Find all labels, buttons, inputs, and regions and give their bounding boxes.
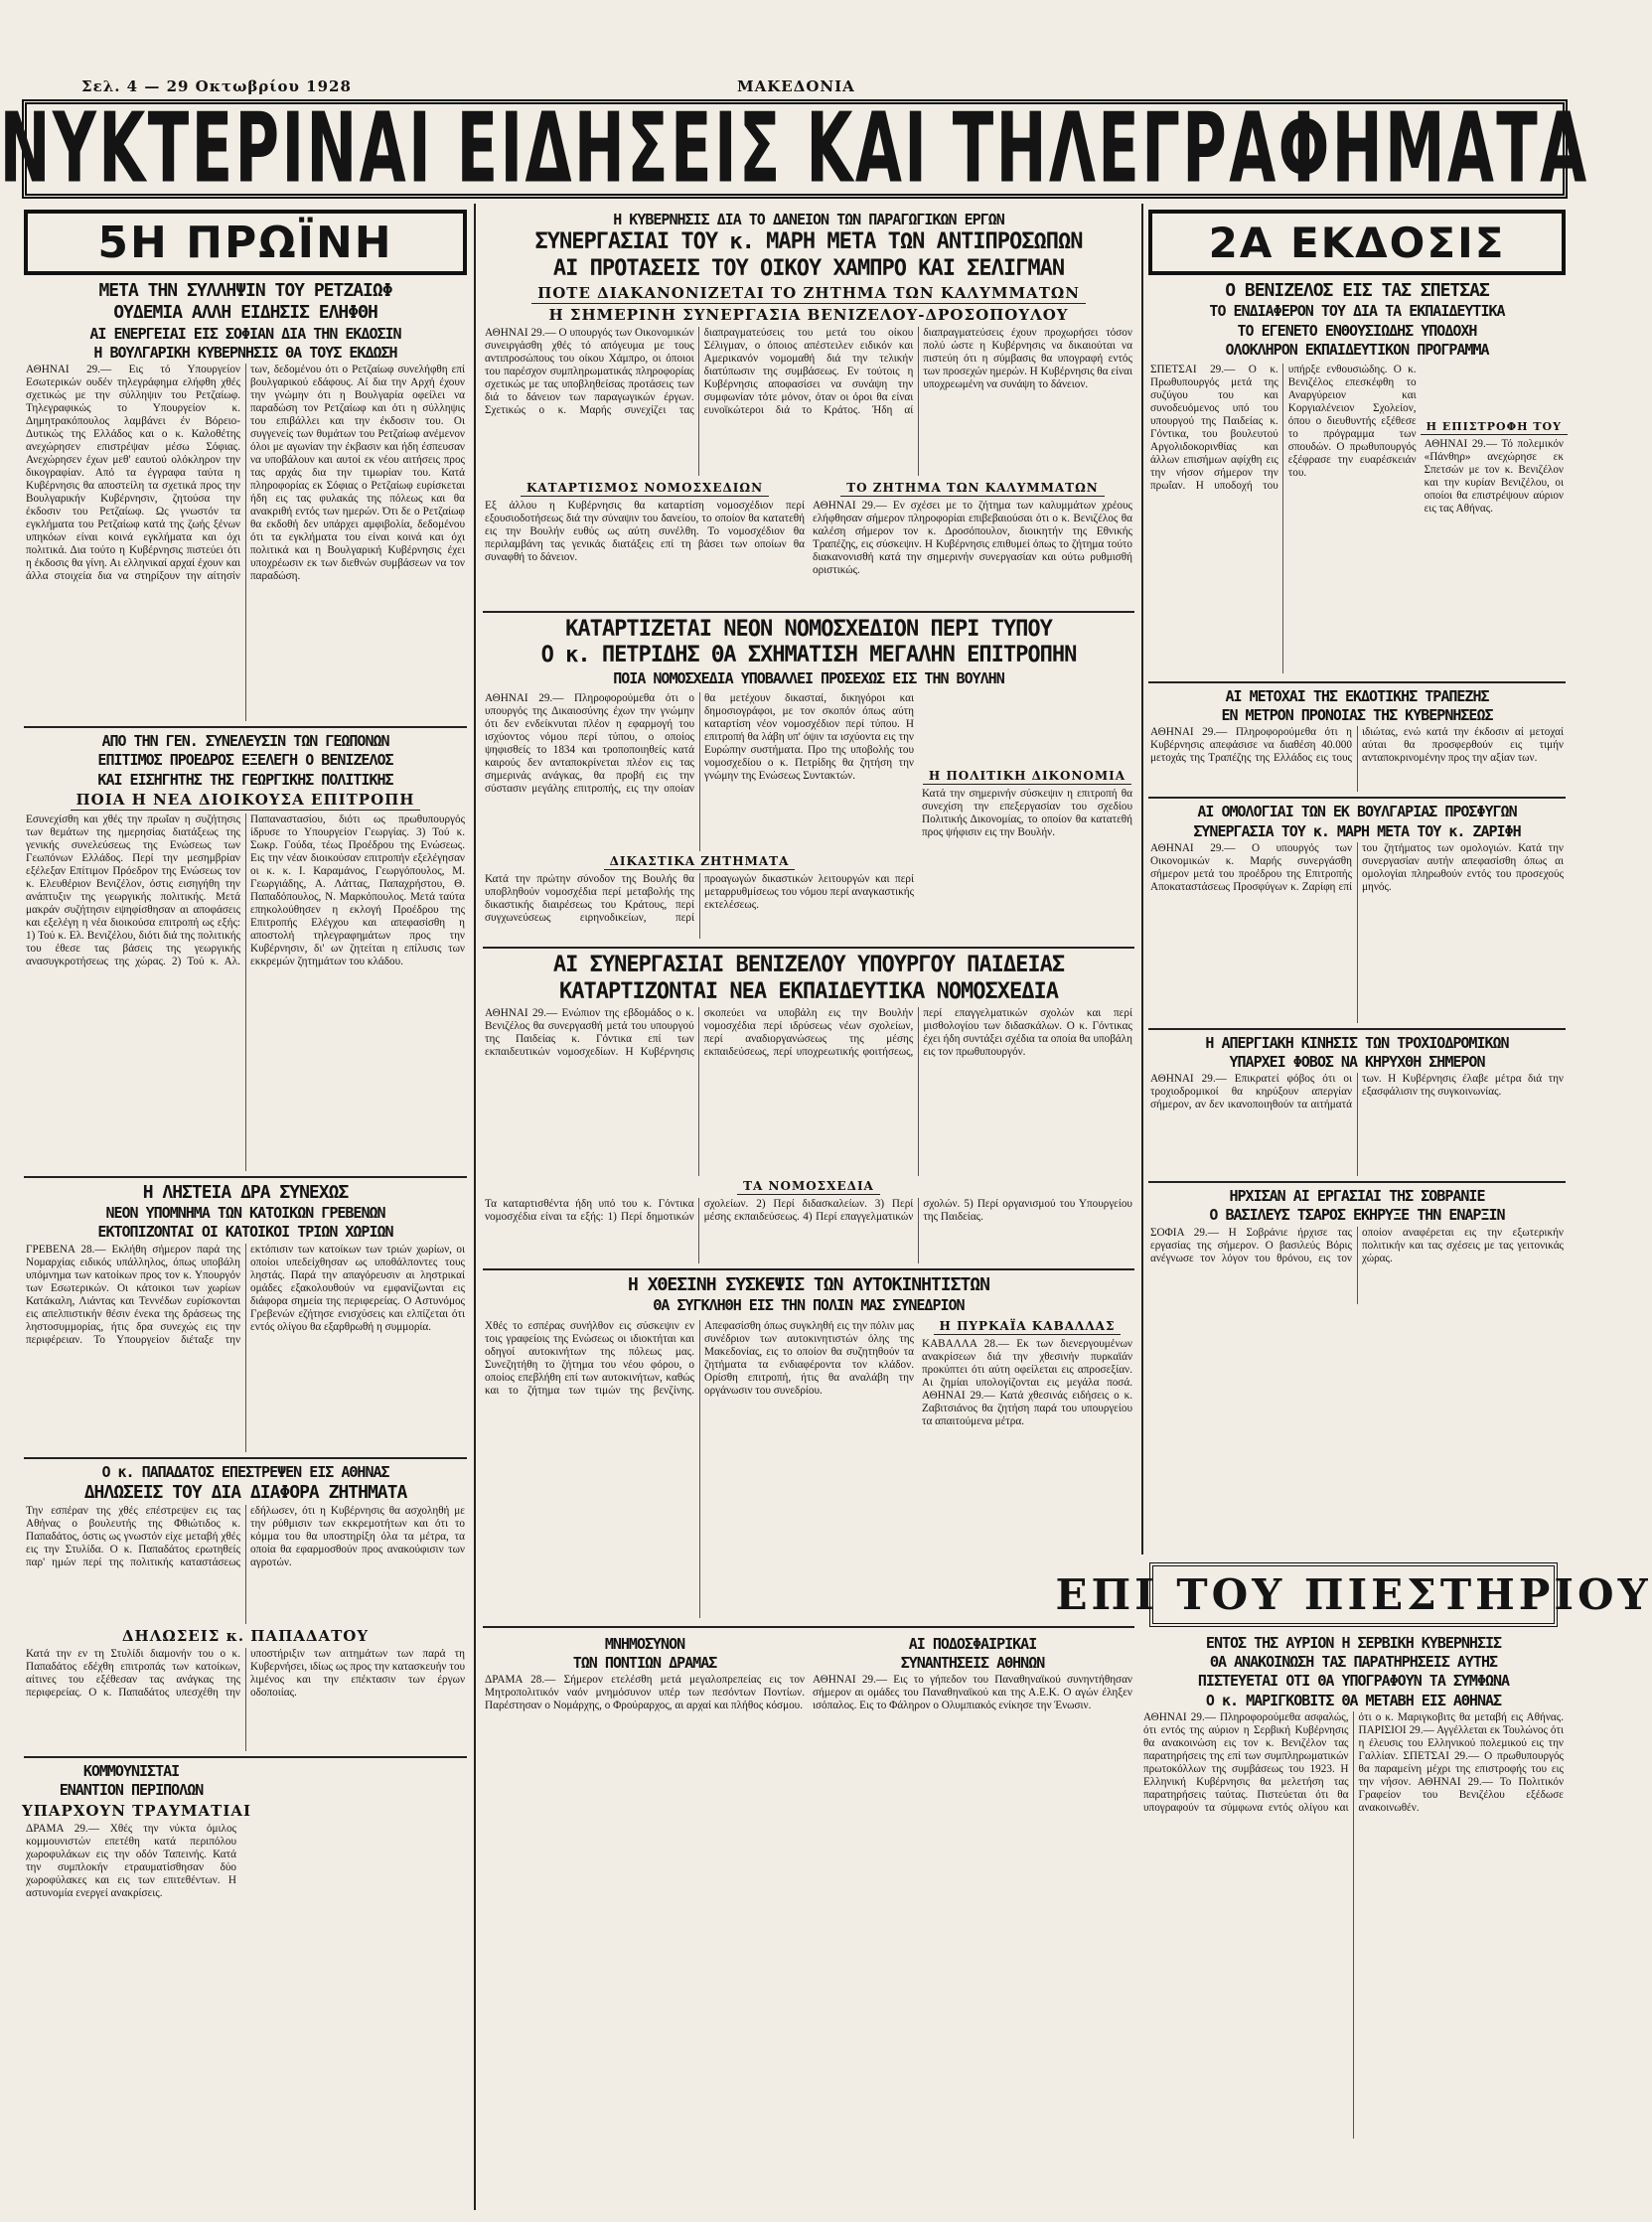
article-subheadline [22,791,469,811]
article-headline: ΑΙ ΠΡΟΤΑΣΕΙΣ ΤΟΥ ΟΙΚΟΥ ΧΑΜΠΡΟ ΚΑΙ ΣΕΛΙΓΜΑΝ [552,255,1065,281]
article-body: ΔΡΑΜΑ 28.— Σήμερον ετελέσθη μετά μεγαλοπρεπείας εις τον Μητροπολιτικόν ναόν μνημόσυνον υπέρ των πεσόντων Ποντίων. Παρέστησαν ο Νομάρχης, ο Φρούραρχος, αι αρχαί και πλήθος κόσμου. [485,1673,805,1711]
article-headline: ΑΙ ΣΥΝΕΡΓΑΣΙΑΙ ΒΕΝΙΖΕΛΟΥ ΥΠΟΥΡΓΟΥ ΠΑΙΔΕΙΑΣ [552,953,1065,978]
divider [483,947,1134,949]
article-autokinitistai [481,1275,1136,1621]
article-subheadline [918,769,1136,785]
edition-box [1148,210,1566,275]
article-body: Κατά την σημερινήν σύσκεψιν η επιτροπή θα συνεχίση την επεξεργασίαν του σχεδίου Πολιτικής Δικονομίας, το οποίον θα κατατεθή προς ψήφισιν εις την Βουλήν. [922,788,1132,839]
article-headline: ΚΑΙ ΕΙΣΗΓΗΤΗΣ ΤΗΣ ΓΕΩΡΓΙΚΗΣ ΠΟΛΙΤΙΚΗΣ [97,770,393,789]
stop-press-banner [1055,1562,1652,1627]
article-headline: ΤΟ ΕΓΕΝΕΤΟ ΕΝΘΟΥΣΙΩΔΗΣ ΥΠΟΔΟΧΗ [1237,321,1477,340]
article-headline: ΝΕΟΝ ΥΠΟΜΝΗΜΑ ΤΩΝ ΚΑΤΟΙΚΩΝ ΓΡΕΒΕΝΩΝ [105,1204,385,1223]
article-subheadline-text: Η ΕΠΙΣΤΡΟΦΗ ΤΟΥ [1421,420,1568,435]
article-subheadline [481,481,809,497]
divider [24,1457,467,1459]
article-subheadline: ΠΟΙΑ ΝΟΜΟΣΧΕΔΙΑ ΥΠΟΒΑΛΛΕΙ ΠΡΟΣΕΧΩΣ ΕΙΣ ΤΗΝ ΒΟΥΛΗΝ [613,669,1004,688]
article-headline: ΔΗΛΩΣΕΙΣ ΤΟΥ ΔΙΑ ΔΙΑΦΟΡΑ ΖΗΤΗΜΑΤΑ [83,1481,407,1503]
article-section [1421,361,1568,676]
divider [1148,1028,1566,1030]
article-subheadline: ΘΑ ΣΥΓΚΛΗΘΗ ΕΙΣ ΤΗΝ ΠΟΛΙΝ ΜΑΣ ΣΥΝΕΔΡΙΟΝ [653,1296,965,1315]
divider [1148,681,1566,683]
article-kicker: Η ΚΥΒΕΡΝΗΣΙΣ ΔΙΑ ΤΟ ΔΑΝΕΙΟΝ ΤΩΝ ΠΑΡΑΓΩΓΙΚΩΝ ΕΡΓΩΝ [613,211,1004,228]
article-body: Εσυνεχίσθη και χθές την πρωΐαν η συζήτησις των θεμάτων της ημερησίας διατάξεως της γενικής συνελεύσεως της Ενώσεως των Γεωπόνων Ελλάδος. Περί την μεσημβρίαν εξέλεξαν Επίτιμον Πρόεδρον της Ενώσεως τον κ. Ελευθέριον Βενιζέλον, όστις εισηγήθη την ανάπτυξιν της γεωργικής πολιτικής. Μετά μακράν συζήτησιν εψηφίσθησαν αι αποφάσεις και εξελέγη η νέα διοικούσα επιτροπή ως εξής: 1) Τού κ. Ελ. Βενιζέλου, διότι διά της πολιτικής του έθεσε τας βάσεις της γεωργικής ανασυγκροτήσεως της χώρας. 2) Τού κ. Αλ. Παπαναστασίου, διότι ως πρωθυπουργός ίδρυσε το Υπουργείον Γεωργίας. 3) Τού κ. Σωκρ. Γούδα, τέως Προέδρου της Ενώσεως. Εις την νέαν διοικούσαν επιτροπήν εξελέγησαν οι κ. κ. Ι. Καραμάνος, Γεωργόπουλος, Μ. Γεωργιάδης, Α. Λάττας, Παπαχρήστου, Θ. Παπαδόπουλος, Ν. Μαρκόπουλος. Μετά ταύτα επηκολούθησεν η εκλογή Προέδρου της Επιτροπής Ελέγχου και απεφασίσθη η αποστολή τηλεγραφημάτων προς την Κυβέρνησιν, δι' ων ζητείται η επίλυσις των εκκρεμών ζητημάτων του κλάδου. [26,813,465,967]
article-subheadline-text: Η ΠΥΡΚΑΪΑ ΚΑΒΑΛΛΑΣ [934,1319,1122,1335]
column-left [22,204,469,2220]
article-headline: Η ΛΗΣΤΕΙΑ ΔΡΑ ΣΥΝΕΧΩΣ [142,1181,349,1203]
article-body: ΚΑΒΑΛΛΑ 28.— Εκ των διενεργουμένων ανακρίσεων διά την χθεσινήν πυρκαϊάν προκύπτει ότι αύτη οφείλεται εις απροσεξίαν. Αι ζημίαι υπολογίζονται εις μεγάλα ποσά. ΑΘΗΝΑΙ 29.— Κατά χθεσινάς ειδήσεις ο κ. Ζαβιτσιάνος θα ζητήση παρά του υπουργείου τα απαιτούμενα μέτρα. [922,1337,1132,1427]
article-mnimosynon [481,1633,809,1895]
article-headline: ΜΕΤΑ ΤΗΝ ΣΥΛΛΗΨΙΝ ΤΟΥ ΡΕΤΖΑΙΩΦ [98,280,392,301]
article-headline: ΑΙ ΟΜΟΛΟΓΙΑΙ ΤΩΝ ΕΚ ΒΟΥΛΓΑΡΙΑΣ ΠΡΟΣΦΥΓΩΝ [1197,803,1517,821]
divider [24,1176,467,1178]
column-center [481,204,1136,2220]
running-header-date: Σελ. 4 — 29 Οκτωβρίου 1928 [81,77,352,95]
article-subheadline-text: ΠΟΤΕ ΔΙΑΚΑΝΟΝΙΖΕΤΑΙ ΤΟ ΖΗΤΗΜΑ ΤΩΝ ΚΑΛΥΜΜΑΤΩΝ [531,284,1086,304]
article-omologiai [1146,804,1568,1022]
running-header-paper: ΜΑΚΕΔΟΝΙΑ [737,77,855,95]
article-headline: ΣΥΝΕΡΓΑΣΙΑΙ ΤΟΥ κ. ΜΑΡΗ ΜΕΤΑ ΤΩΝ ΑΝΤΙΠΡΟΣΩΠΩΝ [534,229,1083,255]
article-body: ΑΘΗΝΑΙ 29.— Πληροφορούμεθα ασφαλώς, ότι εντός της αύριον η Σερβική Κυβέρνησις θα ανακοινώση εις τον κ. Βενιζέλον τας παρατηρήσεις της επί των συμπληρωματικών πρωτοκόλλων της συμβάσεως του 1923. Η Ελληνική Κυβέρνησις θα μελετήση τας παρατηρήσεις ταύτας. Πιστεύεται ότι θα υπογραφούν τα σύμφωνα εντός ολίγου και ότι ο κ. Μαριγκοβιτς θα μεταβή εις Αθήνας. ΠΑΡΙΣΙΟΙ 29.— Αγγέλλεται εκ Τουλώνος ότι η έλευσις του Ελληνικού πολεμικού εις την Γαλλίαν. ΣΠΕΤΣΑΙ 29.— Ο πρωθυπουργός θα παραμείνη μέχρι της επιστροφής του εις την νήσον. ΑΘΗΝΑΙ 29.— Το Πολιτικόν Γραφείον του Βενιζέλου εξέδωσε ανακοινωθέν. [1143,1710,1564,1814]
article-headline: ΑΙ ΜΕΤΟΧΑΙ ΤΗΣ ΕΚΔΟΤΙΚΗΣ ΤΡΑΠΕΖΗΣ [1225,687,1489,705]
article-sections [481,689,1136,942]
article-body: Χθές το εσπέρας συνήλθον εις σύσκεψιν εν τοις γραφείοις της Ενώσεως οι ιδιοκτήται και οδηγοί αυτοκινήτων της πόλεως μας. Συνεζητήθη το ζήτημα του νέου φόρου, ο οποίος επεβλήθη επί των αυτοκινήτων, καθώς και το ζήτημα των τιμών της βενζίνης. Απεφασίσθη όπως συγκληθή εις την πόλιν μας συνέδριον των αυτοκινητιστών όλης της Μακεδονίας, εις το οποίον θα συζητηθούν τα ζητήματα τα ενδιαφέροντα τον κλάδον. Ορίσθη επιτροπή, ήτις θα αναλάβη την οργάνωσιν του συνεδρίου. [485,1319,914,1397]
article-headline: Η ΑΠΕΡΓΙΑΚΗ ΚΙΝΗΣΙΣ ΤΩΝ ΤΡΟΧΙΟΔΡΟΜΙΚΩΝ [1205,1033,1509,1052]
article-retzaiof [22,281,469,721]
article-body: ΔΡΑΜΑ 29.— Χθές την νύκτα όμιλος κομμουνιστών επετέθη κατά περιπόλου χωροφυλάκων εις την οδόν Ταπεινής. Κατά την συμπλοκήν ετραυματίσθησαν δύο χωροφύλακες και εις των επιτεθέντων. Η αστυνομία ενεργεί ανακρίσεις. [26,1822,236,1899]
article-typos [481,618,1136,943]
article-subheadline [481,1179,1136,1195]
article-subheadline: ΥΠΑΡΧΟΥΝ ΤΡΑΥΜΑΤΙΑΙ [22,1801,251,1820]
article-headline: ΑΙ ΠΟΔΟΣΦΑΙΡΙΚΑΙ [908,1634,1037,1653]
article-body: Κατά την πρώτην σύνοδον της Βουλής θα υποβληθούν νομοσχέδια περί μεταβολής της δικαστικής διαιρέσεως του Κράτους, περί συγχωνεύσεως ειρηνοδικείων, περί προαγωγών δικαστικών λειτουργών και περί μεταρρυθμίσεως του νόμου περί αναγκαστικής εκτελέσεως. [485,873,914,925]
article-geoponoi [22,733,469,1171]
article-section [481,479,809,606]
column-rule [474,204,476,2210]
article-body: ΑΘΗΝΑΙ 29.— Πληροφορούμεθα ότι η Κυβέρνησις απεφάσισε να διαθέση 40.000 μετοχάς της Τραπέζης της Ελλάδος εις τους ιδιώτας, ενώ κατά την έκδοσιν αί μετοχαί αύται θα προσφερθούν εις τιμήν ανταποκρινομένην προς την αξίαν των. [1150,726,1564,765]
stop-press-banner-text: ΕΠΙ ΤΟΥ ΠΙΕΣΤΗΡΙΟΥ [1055,1570,1652,1619]
article-paideia [481,954,1136,1263]
article-subheadline [918,1319,1136,1335]
divider [483,611,1134,613]
article-subheadline-text: ΤΟ ΖΗΤΗΜΑ ΤΩΝ ΚΑΛΥΜΜΑΤΩΝ [840,481,1105,497]
article-body: ΣΠΕΤΣΑΙ 29.— Ο κ. Πρωθυπουργός μετά της συζύγου του και συνοδευόμενος υπό του υπουργού της Παιδείας κ. Γόντικα, του βουλευτού Αργολιδοκορινθίας και άλλων επισήμων αφίχθη εις την νήσον σήμερον την πρωΐαν. Η υποδοχή του υπήρξε ενθουσιώδης. Ο κ. Βενιζέλος επεσκέφθη το Αναργύρειον και Κοργιαλένειον Σχολείον, όπου ο διευθυντής εξέθεσε το πρόγραμμα των σπουδών. Ο πρωθυπουργός εξέφρασε την ευαρέσκειάν του. [1150,364,1417,492]
article-subheadline-text: ΤΑ ΝΟΜΟΣΧΕΔΙΑ [737,1179,880,1195]
article-subheadline-text: ΠΟΙΑ Η ΝΕΑ ΔΙΟΙΚΟΥΣΑ ΕΠΙΤΡΟΠΗ [71,791,421,811]
article-podosfairikai [809,1633,1136,1895]
article-body: ΑΘΗΝΑΙ 29.— Τό πολεμικόν «Πάνθηρ» ανεχώρησε εκ Σπετσών με τον κ. Βενιζέλον και την κυρίαν Βενιζέλου, οι οποίοι θα επιστρέψουν αύριον εις τας Αθήνας. [1424,438,1564,515]
article-body: ΑΘΗΝΑΙ 29.— Ο υπουργός των Οικονομικών κ. Μαρής συνεργάσθη σήμερον μετά του προέδρου της Επιτροπής Αποκαταστάσεως Προσφύγων κ. Ζαρίφη επί του ζητήματος των ομολογιών. Κατά την συνεργασίαν αυτήν απεφασίσθη όπως αι ομολογίαι πληρωθούν εντός του προσεχούς μηνός. [1150,841,1564,893]
article-headline: ΟΥΔΕΜΙΑ ΑΛΛΗ ΕΙΔΗΣΙΣ ΕΛΗΦΘΗ [113,302,377,324]
divider [1148,797,1566,799]
article-headline: ΥΠΑΡΧΕΙ ΦΟΒΟΣ ΝΑ ΚΗΡΥΧΘΗ ΣΗΜΕΡΟΝ [1229,1052,1485,1071]
article-subheadline: ΔΗΛΩΣΕΙΣ κ. ΠΑΠΑΔΑΤΟΥ [121,1627,370,1646]
article-subheadline [809,481,1136,497]
article-subheadline-text: Η ΠΟΛΙΤΙΚΗ ΔΙΚΟΝΟΜΙΑ [923,769,1131,785]
edition-label: 2Α ΕΚΔΟΣΙΣ [1208,218,1506,267]
article-body: ΑΘΗΝΑΙ 29.— Ο υπουργός των Οικονομικών συνειργάσθη χθές τό απόγευμα με τους αντιπροσώπους του οίκου Χάμπρο, οι όποιοι του παρέσχον συμπληρωματικάς πληροφορίας σχετικώς με τας υποβληθείσας προτάσεις των διά το δάνειον των παραγωγικών έργων. Σχετικώς ο κ. Μαρής συνεχίζει τας διαπραγματεύσεις του μετά του οίκου Σέλιγμαν, ο όποιος απέστειλεν ειδικόν και Αμερικανόν νομομαθή διά την τελικήν διατύπωσιν της συμβάσεως. Εν τούτοις η Κυβέρνησις αποφασίσει να συνάψη την συμφωνίαν τότε μόνον, όταν οι όροι θα είναι ευνοϊκώτεροι διά το Κράτος. Ήδη αί διαπραγματεύσεις έχουν προχωρήσει τόσον πολύ ώστε η Κυβέρνησις να δικαιούται να πιστεύη ότι η σύμβασις θα υπογραφή εντός των προσεχών ημερών. Η Κυβέρνησις θα είναι υποχρεωμένη να συνάψη το δάνειον. [485,326,1132,416]
article-section [1146,361,1421,676]
article-headline: ΤΟ ΕΝΔΙΑΦΕΡΟΝ ΤΟΥ ΔΙΑ ΤΑ ΕΚΠΑΙΔΕΥΤΙΚΑ [1209,302,1505,321]
article-headline: ΕΝ ΜΕΤΡΟΝ ΠΡΟΝΟΙΑΣ ΤΗΣ ΚΥΒΕΡΝΗΣΕΩΣ [1221,706,1493,725]
article-headline: Ο ΒΕΝΙΖΕΛΟΣ ΕΙΣ ΤΑΣ ΣΠΕΤΣΑΣ [1225,280,1489,301]
article-body: Κατά την εν τη Στυλίδι διαμονήν του ο κ. Παπαδάτος εδέχθη επιτροπάς των κατοίκων, αίτινες του εξέθεσαν τας ανάγκας της περιφερείας. Ο κ. Παπαδάτος υπεσχέθη την υποστήριξιν των αιτημάτων των παρά τη Κυβερνήσει, ιδίως ως προς την κατασκευήν του λιμένος και την επέκτασιν των έργων οδοποιίας. [26,1648,465,1700]
article-body: Εξ άλλου η Κυβέρνησις θα καταρτίση νομοσχέδιον περί εξουσιοδοτήσεως διά την σύναψιν του δανείου, το οποίον θα κατατεθή εις την Βουλήν ευθύς ως αύτη συνέλθη. Το νομοσχέδιον θα περιλαμβάνη τας γενικάς διατάξεις επί τη βάσει των οποίων θα συναφθή το δάνειον. [485,499,805,563]
divider [1148,1181,1566,1183]
article-headline: ΕΝΑΝΤΙΟΝ ΠΕΡΙΠΟΛΩΝ [59,1781,204,1800]
article-body: ΑΘΗΝΑΙ 29.— Πληροφορούμεθα ότι ο υπουργός της Δικαιοσύνης έχων την γνώμην ότι δεν ενδείκνυται πλέον η εφαρμογή του ισχύοντος νόμου περί τύπου, ο οποίος ψηφισθείς το 1834 και τροποποιηθείς κατά καιρούς δεν ανταποκρίνεται πλέον εις τας σημερινάς ανάγκας, θα προβή εις την σύστασιν μεγάλης επιτροπής, εις την οποίαν θα μετέχουν δικασταί, δικηγόροι και δημοσιογράφοι, με τον σκοπόν όπως αύτη καταρτίση νέον νομοσχέδιον περί τύπου. Η επιτροπή θα λάβη υπ' όψιν τα ισχύοντα εις την Ευρώπην συστήματα. Προ της υποβολής του νομοσχεδίου ο κ. Πετρίδης θα ζητήση την γνώμην της Ενώσεως Συντακτών. [485,692,914,796]
divider [24,1756,467,1758]
article-headline: ΣΥΝΕΡΓΑΣΙΑ ΤΟΥ κ. ΜΑΡΗ ΜΕΤΑ ΤΟΥ κ. ΖΑΡΙΦΗ [1193,821,1521,840]
article-body: ΑΘΗΝΑΙ 29.— Εν σχέσει με το ζήτημα των καλυμμάτων χρέους ελήφθησαν σήμερον πληροφορίαι επιβεβαιούσαι ότι ο κ. Βενιζέλος θα καλέση σήμερον τον κ. Δροσόπουλον, διοικητήν της Εθνικής Τραπέζης, εις σύσκεψιν. Η Κυβέρνησις επιθυμεί όπως το ζήτημα τούτο διακανονισθή κατά την σημερινήν συνεργασίαν και ούτω ρυθμισθή οριστικώς. [813,499,1132,576]
article-body: ΑΘΗΝΑΙ 29.— Επικρατεί φόβος ότι οι τροχιοδρομικοί θα κηρύξουν απεργίαν σήμερον, αν δεν ικανοποιηθούν τα αιτήματά των. Η Κυβέρνησις έλαβε μέτρα διά την εξασφάλισιν της συγκοινωνίας. [1150,1073,1564,1111]
masthead [0,92,1589,206]
article-spetses [1146,281,1568,676]
article-headline: ΚΟΜΜΟΥΝΙΣΤΑΙ [82,1762,180,1781]
article-headline: ΘΑ ΑΝΑΚΟΙΝΩΣΗ ΤΑΣ ΠΑΡΑΤΗΡΗΣΕΙΣ ΑΥΤΗΣ [1209,1653,1498,1672]
article-subheadline [481,854,918,870]
article-daneion [481,212,1136,606]
article-subheadline: Η ΒΟΥΛΓΑΡΙΚΗ ΚΥΒΕΡΝΗΣΙΣ ΘΑ ΤΟΥΣ ΕΚΔΩΣΗ [93,344,397,363]
article-subheadline: Η ΣΗΜΕΡΙΝΗ ΣΥΝΕΡΓΑΣΙΑ ΒΕΝΙΖΕΛΟΥ-ΔΡΟΣΟΠΟΥΛΟΥ [548,305,1069,324]
divider [483,1268,1134,1270]
article-headline: ΕΝΤΟΣ ΤΗΣ ΑΥΡΙΟΝ Η ΣΕΡΒΙΚΗ ΚΥΒΕΡΝΗΣΙΣ [1205,1634,1502,1652]
article-body: Την εσπέραν της χθές επέστρεψεν εις τας Αθήνας ο βουλευτής της Φθιώτιδος κ. Παπαδάτος, όστις ως γνωστόν είχε μεταβή χθές εις την Στυλίδα. Ο κ. Παπαδάτος ερωτηθείς παρ' ημών περί της πολιτικής καταστάσεως εδήλωσεν, ότι η Κυβέρνησις θα ασχοληθή με την ρύθμισιν των εκκρεμοτήτων και ότι το κόμμα του θα υποστηρίξη όλα τα μέτρα, τα οποία θα εφαρμοσθούν προς ανακούφισιν των αγροτών. [26,1505,465,1569]
article-headline: ΕΠΙΤΙΜΟΣ ΠΡΟΕΔΡΟΣ ΕΞΕΛΕΓΗ Ο ΒΕΝΙΖΕΛΟΣ [97,751,393,770]
article-subheadline-text: ΔΙΚΑΣΤΙΚΑ ΖΗΤΗΜΑΤΑ [604,854,796,870]
article-headline: ΣΥΝΑΝΤΗΣΕΙΣ ΑΘΗΝΩΝ [900,1653,1045,1672]
article-body: ΣΟΦΙΑ 29.— Η Σοβράνιε ήρχισε τας εργασίας της σήμερον. Ο βασιλεύς Βόρις ανέγνωσε τον λόγον του θρόνου, εις τον οποίον αναφέρεται εις την εξωτερικήν πολιτικήν και τας σχέσεις με τας γειτονικάς χώρας. [1150,1226,1564,1264]
article-section [481,1317,918,1621]
article-body: ΑΘΗΝΑΙ 29.— Εις τό Υπουργείον Εσωτερικών ουδέν τηλεγράφημα ελήφθη χθές σχετικώς με την σύλληψιν του Ρετζαίωφ. Τηλεγραφικώς το Υπουργείον κ. Δημητρακόπουλος λαμβάνει έν Βόρειο-Δυτικώς της Ελλάδος και ο κ. Καλοθέτης ανεχώρησεν επιστρέψαν μέσω Σόφιας. Ανεχώρησεν έχων μεθ' εαυτού ολόκληρον την δικογραφίαν. Από τα έγγραφα ταύτα η Κυβέρνησις θα αποστείλη τα σχετικά προς την Βουλγαρικήν Κυβέρνησιν, ζητούσα την έκδοσιν του Ρετζαίωφ. Ως γνωστόν τα εγκλήματα του Ρετζαίωφ κατά της ζωής ξένων υπηκόων είναι κοινά εγκλήματα και όχι πολιτικά. Δια τούτο η Κυβέρνησις πιστεύει ότι η έκδοσις θα γίνη. Αι ελληνικαί αρχαί έχουν και άλλα στοιχεία δια να στηρίξουν την αίτησίν των, δεδομένου ότι ο Ρετζαίωφ συνελήφθη επί βουλγαρικού εδάφους. Αί δια την Αρχή έχουν την γνώμην ότι η Βουλγαρία οφείλει να παραδώση τον Ρετζαίωφ και ότι η σύλληψις του επιβάλλει και την έκδοσιν του. Οι συγγενείς των θυμάτων του Ρετζαίωφ ανέμενον όλοι με αγωνίαν την έκβασιν και ήδη έσπευσαν να υποβάλουν και αυτοί εκ νέου αιτήσεις προς τας αρχάς δια την τιμωρίαν του. Κατά πληροφορίας εκ Σόφιας ο Ρετζαίωφ ευρίσκεται ήδη εις τας φυλακάς της πόλεως και θα ανακριθή εντός των ημερών. Ότι δε ο Ρετζαίωφ θα εκδοθή δεν υπάρχει αμφιβολία, δεδομένου ότι τα εγκλήματα του είναι κοινά και όχι πολιτικά και η Βουλγαρική Κυβέρνησις έχει υποχρέωσιν εκ των διεθνών συμβάσεων να τον παραδώση. [26,364,465,583]
article-body: ΓΡΕΒΕΝΑ 28.— Εκλήθη σήμερον παρά της Νομαρχίας ειδικός υπάλληλος, όπως υποβάλη υπόμνημα των κατοίκων προς τον κ. Υπουργόν των Εσωτερικών. Οι κάτοικοι των χωρίων Κατάκαλη, Λιάντας και Τεννέδων ευρίσκονται εις απελπιστικήν θέσιν ένεκα της δράσεως της ληστοσυμμορίας, ήτις δρα συνεχώς εις την περιφέρειαν. Το Υπουργείον διέταξε την εκτόπισιν των κατοίκων των τριών χωρίων, οι οποίοι υπεδείχθησαν ως υποθάλποντες τους ληστάς. Παρά την απαγόρευσιν αι ληστρικαί ομάδες εξακολουθούν να εμφανίζωνται εις διάφορα σημεία της περιφερείας. Ο Αστυνόμος Γρεβενών εζήτησε ενισχύσεις και ελπίζεται ότι εντός ολίγου θα εξαρθρωθή η συμμορία. [26,1243,465,1346]
article-sections [481,1317,1136,1621]
article-kommounistai [22,1762,251,1899]
article-headline: ΗΡΧΙΣΑΝ ΑΙ ΕΡΓΑΣΙΑΙ ΤΗΣ ΣΟΒΡΑΝΙΕ [1229,1187,1485,1206]
article-sovranie [1146,1188,1568,1303]
article-subheadline: ΑΙ ΕΝΕΡΓΕΙΑΙ ΕΙΣ ΣΟΦΙΑΝ ΔΙΑ ΤΗΝ ΕΚΔΟΣΙΝ [89,324,401,343]
article-subheadline [481,284,1136,304]
article-sections [1146,361,1568,676]
article-subheadline [1421,420,1568,435]
article-headline: Ο κ. ΠΑΠΑΔΑΤΟΣ ΕΠΕΣΤΡΕΨΕΝ ΕΙΣ ΑΘΗΝΑΣ [101,1462,389,1481]
article-lesteia [22,1183,469,1452]
masthead-title: ΝΥΚΤΕΡΙΝΑΙ ΕΙΔΗΣΕΙΣ ΚΑΙ ΤΗΛΕΓΡΑΦΗΜΑΤΑ [0,92,1589,206]
article-body: Τα καταρτισθέντα ήδη υπό του κ. Γόντικα νομοσχέδια είναι τα εξής: 1) Περί δημοτικών σχολείων. 2) Περί διδασκαλείων. 3) Περί μέσης εκπαιδεύσεως. 4) Περί επαγγελματικών σχολών. 5) Περί οργανισμού του Υπουργείου της Παιδείας. [485,1197,1132,1223]
article-headline: ΕΚΤΟΠΙΖΟΝΤΑΙ ΟΙ ΚΑΤΟΙΚΟΙ ΤΡΙΩΝ ΧΩΡΙΩΝ [97,1223,393,1242]
article-metochai [1146,688,1568,792]
article-papadatos [22,1464,469,1752]
article-subheadline-text: ΚΑΤΑΡΤΙΣΜΟΣ ΝΟΜΟΣΧΕΔΙΩΝ [521,481,769,497]
article-section [918,689,1136,942]
article-headline: ΚΑΤΑΡΤΙΖΕΤΑΙ ΝΕΟΝ ΝΟΜΟΣΧΕΔΙΟΝ ΠΕΡΙ ΤΥΠΟΥ [565,616,1052,642]
article-headline: ΟΛΟΚΛΗΡΟΝ ΕΚΠΑΙΔΕΥΤΙΚΟΝ ΠΡΟΓΡΑΜΜΑ [1225,340,1489,359]
article-section [481,689,918,942]
article-headline: Η ΧΘΕΣΙΝΗ ΣΥΣΚΕΨΙΣ ΤΩΝ ΑΥΤΟΚΙΝΗΤΙΣΤΩΝ [628,1273,989,1295]
article-headline: ΚΑΤΑΡΤΙΖΟΝΤΑΙ ΝΕΑ ΕΚΠΑΙΔΕΥΤΙΚΑ ΝΟΜΟΣΧΕΔΙΑ [558,979,1059,1005]
article-headline: ΑΠΟ ΤΗΝ ΓΕΝ. ΣΥΝΕΛΕΥΣΙΝ ΤΩΝ ΓΕΩΠΟΝΩΝ [101,732,389,751]
article-section [809,479,1136,606]
article-body: ΑΘΗΝΑΙ 29.— Ενώπιον της εβδομάδος ο κ. Βενιζέλος θα συνεργασθή μετά του υπουργού της Παιδείας κ. Γόντικα επί των εκπαιδευτικών νομοσχεδίων. Η Κυβέρνησις σκοπεύει να υποβάλη εις την Βουλήν νομοσχέδια περί ιδρύσεως νέων σχολείων, περί αναδιοργανώσεως της μέσης εκπαιδεύσεως, περί υποχρεωτικής φοιτήσεως, περί επαγγελματικών σχολών και περί μισθολογίου των διδασκάλων. Ο κ. Γόντικας έχει ήδη συντάξει σχέδια τα οποία θα υποβάλη εις τον πρωθυπουργόν. [485,1006,1132,1058]
article-headline: Ο κ. ΜΑΡΙΓΚΟΒΙΤΣ ΘΑ ΜΕΤΑΒΗ ΕΙΣ ΑΘΗΝΑΣ [1205,1691,1502,1709]
divider [483,1626,1134,1628]
article-headline: ΜΝΗΜΟΣΥΝΟΝ [604,1634,685,1653]
article-headline: Ο κ. ΠΕΤΡΙΔΗΣ ΘΑ ΣΧΗΜΑΤΙΣΗ ΜΕΓΑΛΗΝ ΕΠΙΤΡΟΠΗΝ [540,643,1077,668]
article-headline: ΤΩΝ ΠΟΝΤΙΩΝ ΔΡΑΜΑΣ [572,1653,717,1672]
article-body: ΑΘΗΝΑΙ 29.— Εις το γήπεδον του Παναθηναϊκού συνηντήθησαν σήμερον αι ομάδες του Παναθηναϊκού και της Α.Ε.Κ. Ο αγών έληξεν ισόπαλος. Εις το Φάληρον ο Ολυμπιακός ενίκησε την Ένωσιν. [813,1673,1132,1711]
article-stop-press [1055,1555,1652,2210]
article-row-bottom [481,1633,1136,1895]
article-headline: ΠΙΣΤΕΥΕΤΑΙ ΟΤΙ ΘΑ ΥΠΟΓΡΑΦΟΥΝ ΤΑ ΣΥΜΦΩΝΑ [1197,1672,1510,1691]
edition-box [24,210,467,275]
article-sections [481,479,1136,606]
article-apergia [1146,1035,1568,1176]
edition-label: 5Η ΠΡΩΪΝΗ [97,217,393,268]
divider [24,726,467,728]
article-headline: Ο ΒΑΣΙΛΕΥΣ ΤΣΑΡΟΣ ΕΚΗΡΥΞΕ ΤΗΝ ΕΝΑΡΞΙΝ [1209,1206,1505,1225]
